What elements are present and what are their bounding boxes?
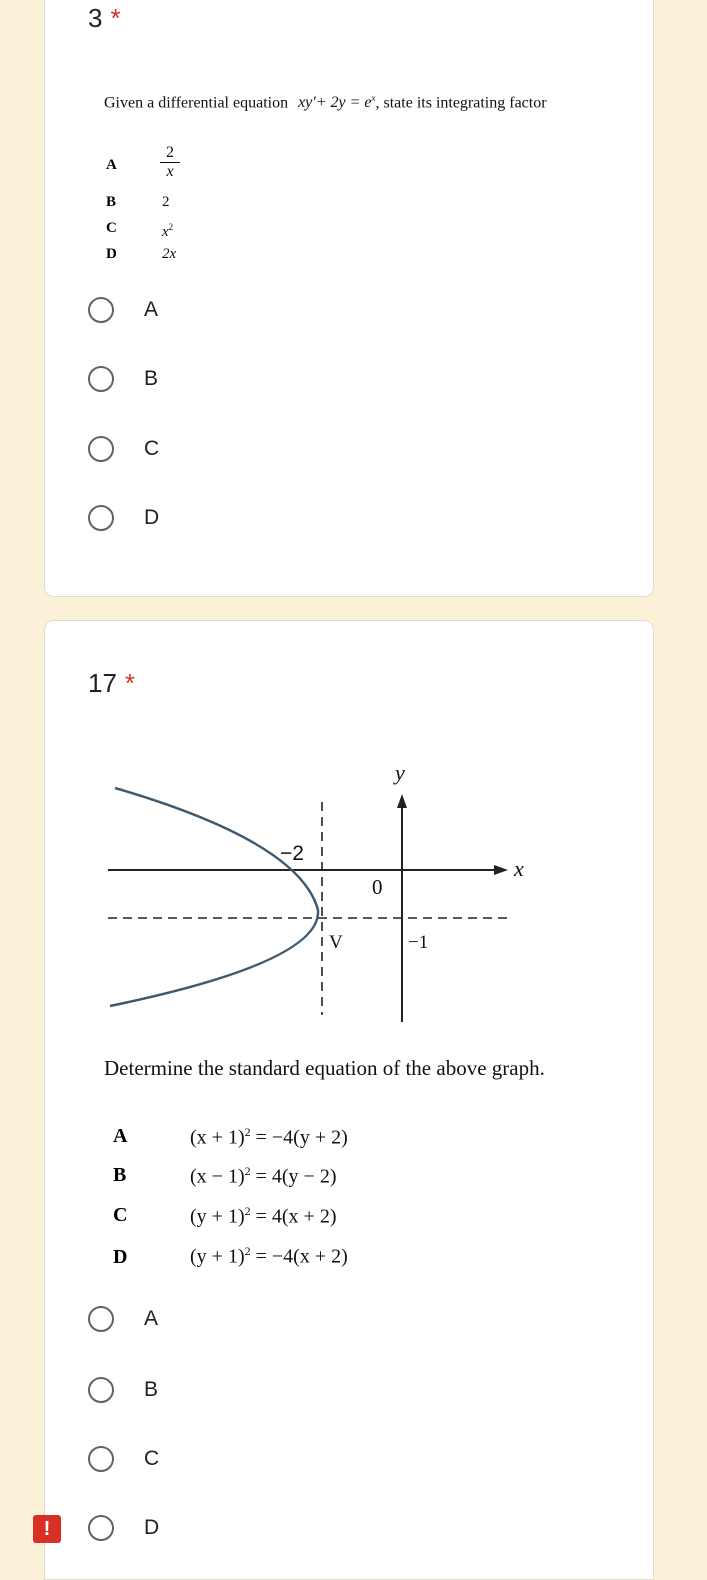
parabola-curve [110, 788, 318, 1006]
choice-d-equation [190, 1244, 348, 1269]
equation-rhs: = −4(y + 2) [250, 1126, 348, 1149]
radio-label: A [144, 298, 159, 321]
origin-label: 0 [372, 875, 383, 899]
choice-c-equation [190, 1204, 337, 1229]
radio-button[interactable] [88, 297, 114, 323]
radio-button[interactable] [88, 1306, 114, 1332]
radio-option-c[interactable] [88, 1439, 159, 1479]
radio-option-d[interactable] [88, 498, 159, 538]
equation-lhs: (x − 1) [190, 1165, 245, 1188]
choice-c-value [162, 222, 173, 241]
tick-label-neg2: −2 [280, 842, 304, 865]
choice-letter: B [113, 1164, 127, 1186]
radio-button[interactable] [88, 1446, 114, 1472]
question-number: 3 [88, 3, 103, 33]
radio-label: B [144, 1378, 159, 1401]
equation-lhs: (x + 1) [190, 1126, 245, 1149]
choice-letter: A [106, 157, 117, 173]
equation-exponent: 2 [244, 1244, 251, 1258]
radio-option-b[interactable] [88, 359, 158, 399]
radio-option-a[interactable] [88, 1299, 158, 1339]
radio-button[interactable] [88, 1377, 114, 1403]
choice-letter: B [106, 194, 117, 210]
radio-option-d[interactable] [88, 1508, 159, 1548]
tick-label-neg1: −1 [408, 932, 429, 953]
question-title [88, 668, 135, 699]
radio-label: C [144, 437, 160, 460]
radio-button[interactable] [88, 366, 114, 392]
radio-option-a[interactable] [88, 290, 158, 330]
radio-label: D [144, 506, 160, 529]
choice-d-value: 2x [162, 246, 177, 262]
prompt-lead: Given a differential equation [104, 94, 289, 112]
vertex-label: V [329, 932, 343, 953]
prompt-equation-exponent: x [371, 93, 376, 103]
x-axis-label: x [514, 856, 524, 881]
equation-exponent: 2 [244, 1125, 251, 1139]
required-asterisk: * [124, 668, 136, 698]
parabola-graph [100, 750, 530, 1030]
y-axis-arrow [397, 794, 407, 808]
prompt-equation: xy'+ 2y = e [298, 94, 372, 112]
equation-lhs: (y + 1) [190, 1245, 245, 1268]
choice-letter: C [113, 1204, 128, 1226]
equation-rhs: = −4(x + 2) [250, 1245, 348, 1268]
question-prompt [104, 93, 547, 112]
y-axis-label: y [395, 760, 405, 785]
equation-exponent: 2 [244, 1164, 251, 1178]
x-axis-arrow [494, 865, 508, 875]
radio-label: C [144, 1447, 160, 1470]
equation-rhs: = 4(x + 2) [250, 1205, 337, 1228]
choice-c-base: x [162, 224, 169, 240]
required-asterisk: * [110, 3, 121, 33]
choice-letter: D [106, 246, 117, 262]
choice-b-equation [190, 1164, 337, 1189]
equation-lhs: (y + 1) [190, 1205, 245, 1228]
choice-c-exponent: 2 [168, 222, 174, 232]
radio-label: B [144, 367, 159, 390]
radio-option-c[interactable] [88, 429, 159, 469]
radio-button[interactable] [88, 436, 114, 462]
radio-option-b[interactable] [88, 1370, 158, 1410]
prompt-tail: , state its integrating factor [375, 94, 547, 112]
choice-a-equation [190, 1125, 348, 1150]
radio-label: A [144, 1307, 159, 1330]
question-number: 17 [88, 668, 117, 698]
radio-button[interactable] [88, 505, 114, 531]
alert-icon: ! [33, 1515, 61, 1543]
choice-letter: C [106, 220, 117, 236]
fraction-numerator: 2 [160, 143, 180, 163]
question-title [88, 3, 121, 34]
equation-rhs: = 4(y − 2) [250, 1165, 337, 1188]
choice-letter: D [113, 1246, 128, 1268]
radio-label: D [144, 1516, 160, 1539]
fraction-denominator: x [166, 163, 174, 180]
radio-button[interactable] [88, 1515, 114, 1541]
question-prompt: Determine the standard equation of the above graph. [104, 1056, 545, 1080]
choice-letter: A [113, 1125, 128, 1147]
choice-b-value: 2 [162, 194, 170, 210]
equation-exponent: 2 [244, 1204, 251, 1218]
choice-a-fraction [160, 143, 180, 181]
